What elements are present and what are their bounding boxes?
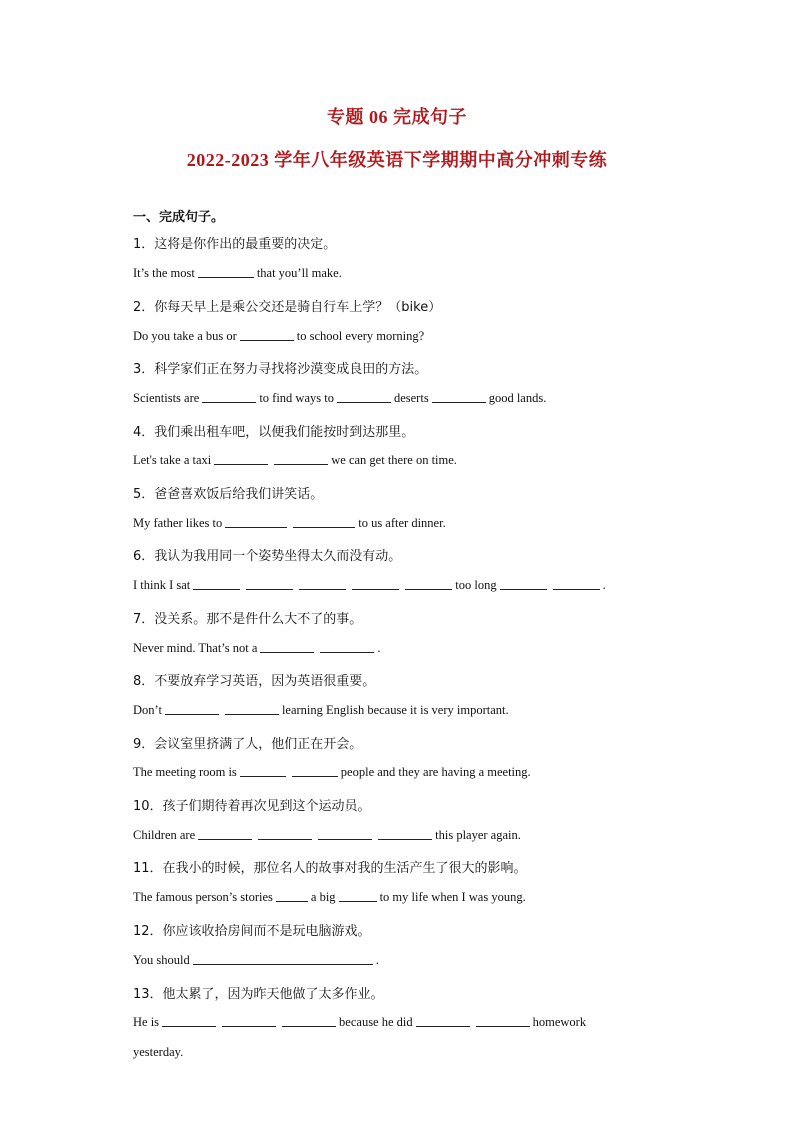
sentence-text: The famous person’s stories xyxy=(133,890,273,904)
answer-blank[interactable] xyxy=(246,577,293,590)
answer-blank[interactable] xyxy=(320,640,374,653)
question-13-sentence-continued: yesterday. xyxy=(133,1045,184,1059)
answer-blank[interactable] xyxy=(476,1014,530,1027)
answer-blank[interactable] xyxy=(225,515,287,528)
sentence-text: The meeting room is xyxy=(133,765,237,779)
question-11-prompt: 11．在我小的时候，那位名人的故事对我的生活产生了很大的影响。 xyxy=(133,861,527,876)
sentence-text: people and they are having a meeting. xyxy=(340,765,531,779)
sentence-text: You should xyxy=(133,953,190,967)
question-3-prompt: 3．科学家们正在努力寻找将沙漠变成良田的方法。 xyxy=(133,362,428,377)
answer-blank[interactable] xyxy=(193,952,373,965)
sentence-text: My father likes to xyxy=(133,516,223,530)
answer-blank[interactable] xyxy=(198,265,254,278)
sentence-text: Never mind. That’s not a xyxy=(133,641,258,655)
sentence-text: Let's take a taxi xyxy=(133,453,212,467)
answer-blank[interactable] xyxy=(378,827,432,840)
answer-blank[interactable] xyxy=(337,390,391,403)
sentence-text: a big xyxy=(310,890,336,904)
answer-blank[interactable] xyxy=(258,827,312,840)
answer-blank[interactable] xyxy=(222,1014,276,1027)
question-10-sentence xyxy=(133,827,521,843)
question-7-sentence xyxy=(133,640,381,656)
answer-blank[interactable] xyxy=(240,328,294,341)
answer-blank[interactable] xyxy=(405,577,452,590)
question-7-prompt: 7．没关系。那不是件什么大不了的事。 xyxy=(133,612,363,627)
answer-blank[interactable] xyxy=(293,515,355,528)
question-1-prompt: 1．这将是你作出的最重要的决定。 xyxy=(133,237,337,252)
answer-blank[interactable] xyxy=(292,764,338,777)
sentence-text: learning English because it is very important. xyxy=(281,703,509,717)
answer-blank[interactable] xyxy=(214,452,268,465)
sentence-text: homework xyxy=(532,1015,587,1029)
sentence-text: because he did xyxy=(339,1015,413,1029)
sentence-text: good lands. xyxy=(488,391,547,405)
sentence-text: to find ways to xyxy=(259,391,334,405)
answer-blank[interactable] xyxy=(500,577,547,590)
answer-blank[interactable] xyxy=(274,452,328,465)
question-8-prompt: 8．不要放弃学习英语，因为英语很重要。 xyxy=(133,674,376,689)
answer-blank[interactable] xyxy=(282,1014,336,1027)
sentence-text: . xyxy=(375,953,379,967)
sentence-text: Do you take a bus or xyxy=(133,329,237,343)
sentence-text: deserts xyxy=(393,391,429,405)
question-5-prompt: 5．爸爸喜欢饭后给我们讲笑话。 xyxy=(133,487,324,502)
page-title: 专题 06 完成句子 xyxy=(327,107,467,127)
question-13-sentence xyxy=(133,1014,586,1030)
answer-blank[interactable] xyxy=(198,827,252,840)
sentence-text: I think I sat xyxy=(133,578,191,592)
sentence-text: Don’t xyxy=(133,703,162,717)
question-4-prompt: 4．我们乘出租车吧，以便我们能按时到达那里。 xyxy=(133,425,415,440)
question-9-prompt: 9．会议室里挤满了人，他们正在开会。 xyxy=(133,737,363,752)
answer-blank[interactable] xyxy=(162,1014,216,1027)
answer-blank[interactable] xyxy=(225,702,279,715)
answer-blank[interactable] xyxy=(165,702,219,715)
sentence-text: He is xyxy=(133,1015,160,1029)
answer-blank[interactable] xyxy=(339,889,377,902)
sentence-text: too long xyxy=(455,578,497,592)
answer-blank[interactable] xyxy=(352,577,399,590)
question-6-prompt: 6．我认为我用同一个姿势坐得太久而没有动。 xyxy=(133,549,402,564)
question-10-prompt: 10．孩子们期待着再次见到这个运动员。 xyxy=(133,799,371,814)
question-2-sentence xyxy=(133,328,424,344)
page-subtitle: 2022-2023 学年八年级英语下学期期中高分冲刺专练 xyxy=(186,150,608,170)
sentence-text: we can get there on time. xyxy=(331,453,457,467)
question-4-sentence xyxy=(133,452,457,468)
sentence-text: . xyxy=(377,641,381,655)
answer-blank[interactable] xyxy=(432,390,486,403)
sentence-text: to school every morning? xyxy=(296,329,425,343)
sentence-text: to us after dinner. xyxy=(358,516,446,530)
answer-blank[interactable] xyxy=(193,577,240,590)
sentence-text: this player again. xyxy=(435,828,521,842)
question-3-sentence xyxy=(133,390,546,406)
answer-blank[interactable] xyxy=(416,1014,470,1027)
question-2-prompt: 2．你每天早上是乘公交还是骑自行车上学？（bike） xyxy=(133,300,442,315)
answer-blank[interactable] xyxy=(240,764,286,777)
question-12-sentence xyxy=(133,952,379,968)
question-11-sentence xyxy=(133,889,526,905)
sentence-text: It’s the most xyxy=(133,266,195,280)
answer-blank[interactable] xyxy=(260,640,314,653)
question-13-prompt: 13．他太累了，因为昨天他做了太多作业。 xyxy=(133,987,384,1002)
question-6-sentence xyxy=(133,577,606,593)
answer-blank[interactable] xyxy=(202,390,256,403)
sentence-text: to my life when I was young. xyxy=(379,890,526,904)
question-5-sentence xyxy=(133,515,446,531)
question-8-sentence xyxy=(133,702,509,718)
answer-blank[interactable] xyxy=(276,889,308,902)
question-9-sentence xyxy=(133,764,531,780)
answer-blank[interactable] xyxy=(299,577,346,590)
answer-blank[interactable] xyxy=(553,577,600,590)
sentence-text: Children are xyxy=(133,828,196,842)
answer-blank[interactable] xyxy=(318,827,372,840)
sentence-text: Scientists are xyxy=(133,391,200,405)
question-1-sentence xyxy=(133,265,342,281)
question-12-prompt: 12．你应该收拾房间而不是玩电脑游戏。 xyxy=(133,924,371,939)
sentence-text: that you’ll make. xyxy=(256,266,342,280)
sentence-text: . xyxy=(602,578,606,592)
section-heading: 一、完成句子。 xyxy=(133,210,225,225)
